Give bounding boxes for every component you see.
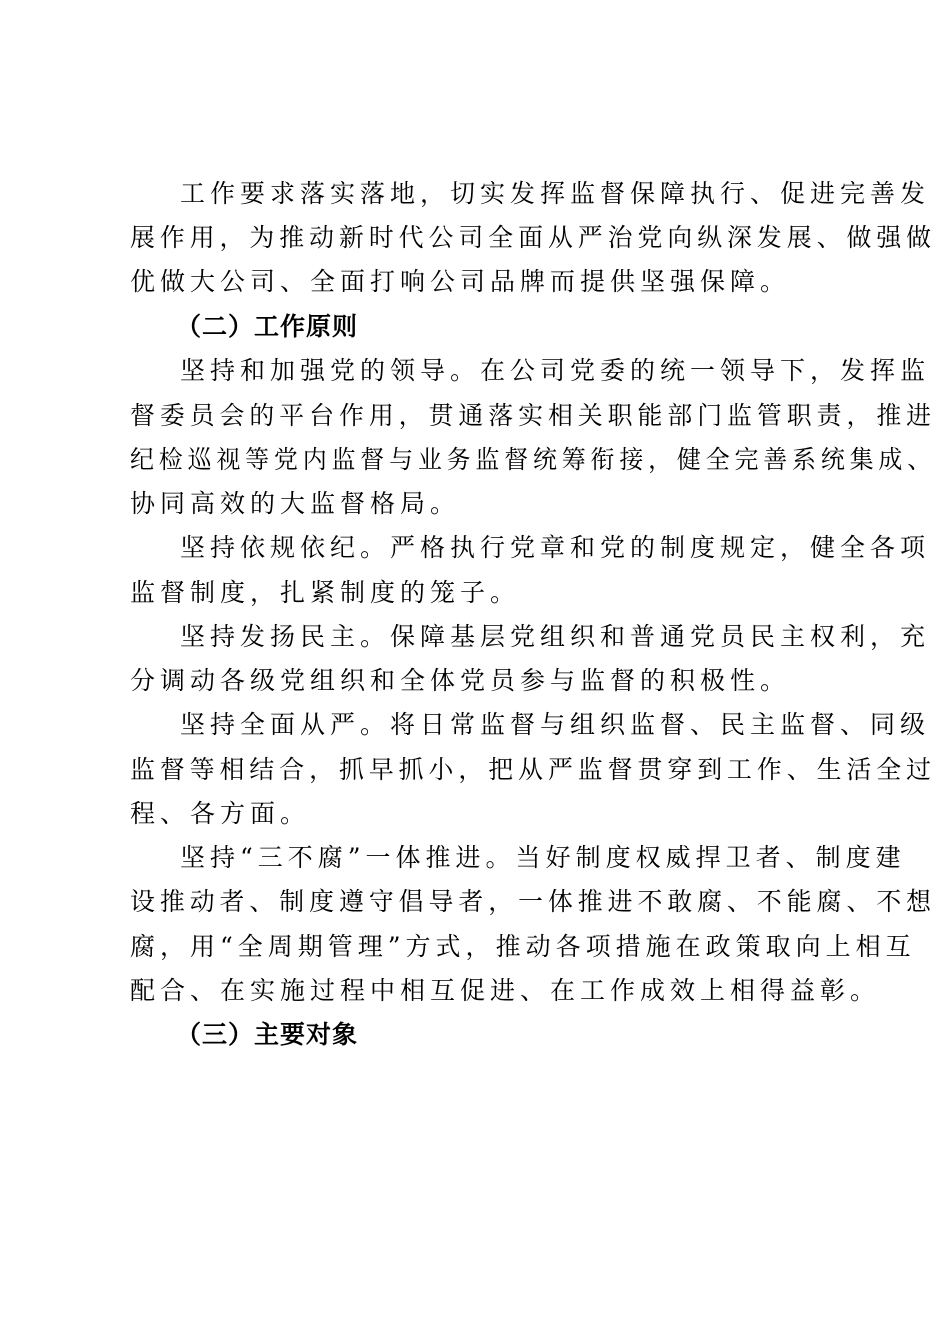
body-line [0,836,950,880]
text-line: 坚持和加强党的领导。在公司党委的统一领导下，发挥监 [180,356,931,385]
body-line [0,615,950,659]
section-heading-text: （二）工作原则 [176,312,359,341]
text-line: 配合、在实施过程中相互促进、在工作成效上相得益彰。 [130,976,881,1005]
text-line: 监督制度，扎紧制度的笼子。 [130,578,521,607]
body-line [0,748,950,792]
body-line [0,880,950,924]
body-line [0,394,950,438]
text-line: 纪检巡视等党内监督与业务监督统筹衔接，健全完善系统集成、 [130,445,936,474]
text-line: 分调动各级党组织和全体党员参与监督的积极性。 [130,666,791,695]
text-line: 坚持发扬民主。保障基层党组织和普通党员民主权利，充 [180,622,931,651]
text-line: 坚持依规依纪。严格执行党章和党的制度规定，健全各项 [180,533,931,562]
body-line [0,571,950,615]
body-line [0,969,950,1013]
text-line: 督委员会的平台作用，贯通落实相关职能部门监管职责，推进 [130,401,937,430]
body-line [0,482,950,526]
body-line [0,792,950,836]
text-line: 优做大公司、全面打响公司品牌而提供坚强保障。 [130,267,791,296]
body-line [0,703,950,747]
text-line: 坚持“三不腐”一体推进。当好制度权威捍卫者、制度建 [180,843,906,872]
text-line: 监督等相结合，抓早抓小，把从严监督贯穿到工作、生活全过 [130,755,937,784]
section-heading [0,1013,950,1057]
text-line: 设推动者、制度遵守倡导者，一体推进不敢腐、不能腐、不想 [130,887,937,916]
body-line [0,659,950,703]
body-line [0,526,950,570]
body-line [0,260,950,304]
section-heading [0,305,950,349]
body-line [0,925,950,969]
text-line: 腐，用“全周期管理”方式，推动各项措施在政策取向上相互 [130,932,916,961]
text-line: 程、各方面。 [130,799,311,828]
text-line: 协同高效的大监督格局。 [130,489,461,518]
body-line [0,172,950,216]
section-heading-text: （三）主要对象 [176,1020,359,1049]
text-line: 工作要求落实落地，切实发挥监督保障执行、促进完善发 [180,179,931,208]
body-line [0,349,950,393]
body-line [0,216,950,260]
text-line: 坚持全面从严。将日常监督与组织监督、民主监督、同级 [180,710,931,739]
body-line [0,438,950,482]
text-line: 展作用，为推动新时代公司全面从严治党向纵深发展、做强做 [130,223,937,252]
